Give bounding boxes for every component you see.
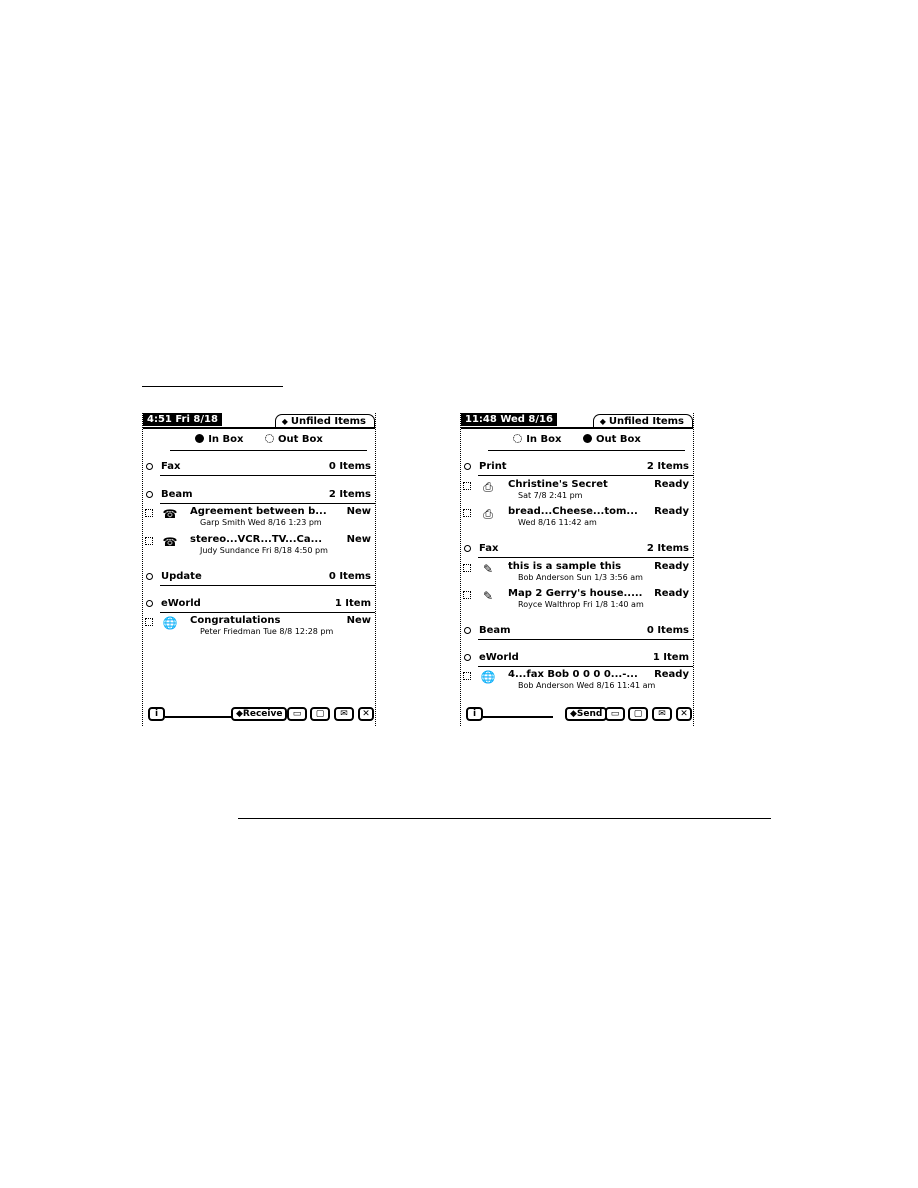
- section-rule: [478, 557, 693, 558]
- box-selector: [143, 432, 375, 450]
- in-box-label: In Box: [208, 434, 244, 445]
- divider: [170, 450, 367, 451]
- section-beam[interactable]: [461, 623, 693, 639]
- bar-line: [165, 716, 235, 718]
- folder-label: Unfiled Items: [608, 416, 684, 427]
- title-bar: [461, 413, 693, 427]
- close-button[interactable]: ✕: [676, 707, 692, 721]
- list-item[interactable]: [461, 479, 693, 505]
- mail-button[interactable]: ✉: [652, 707, 672, 721]
- item-status: Ready: [654, 588, 689, 599]
- item-checkbox[interactable]: [463, 509, 471, 517]
- section-count: 2 Items: [328, 489, 371, 500]
- item-subtitle: Bob Anderson Wed 8/16 11:41 am: [518, 681, 656, 690]
- section-name: Update: [161, 571, 202, 582]
- section-rule: [478, 639, 693, 640]
- section-bullet-icon: [464, 654, 471, 661]
- section-count: 1 Item: [652, 652, 689, 663]
- list-item[interactable]: [143, 615, 375, 641]
- item-checkbox[interactable]: [145, 509, 153, 517]
- section-bullet-icon: [464, 627, 471, 634]
- fax-icon: ✎: [482, 589, 494, 603]
- section-eworld[interactable]: [461, 650, 693, 666]
- section-name: Fax: [161, 461, 181, 472]
- section-beam[interactable]: [143, 487, 375, 503]
- box-selector: [461, 432, 693, 450]
- printer-icon: ⎙: [483, 507, 493, 521]
- clock[interactable]: 11:48 Wed 8/16: [461, 413, 557, 426]
- tag-button[interactable]: ▭: [605, 707, 625, 721]
- item-status: Ready: [654, 561, 689, 572]
- item-checkbox[interactable]: [145, 618, 153, 626]
- section-name: Print: [479, 461, 507, 472]
- diamond-icon: ◆: [281, 417, 288, 426]
- item-subtitle: Royce Walthrop Fri 1/8 1:40 am: [518, 600, 644, 609]
- section-bullet-icon: [464, 463, 471, 470]
- send-button[interactable]: [565, 707, 607, 721]
- item-checkbox[interactable]: [463, 591, 471, 599]
- item-checkbox[interactable]: [463, 672, 471, 680]
- item-status: Ready: [654, 669, 689, 680]
- beam-icon: ☎: [162, 535, 178, 549]
- section-rule: [160, 585, 375, 586]
- diamond-icon: ◆: [599, 417, 606, 426]
- item-checkbox[interactable]: [463, 564, 471, 572]
- item-status: New: [346, 615, 371, 626]
- in-box-radio[interactable]: [513, 434, 561, 445]
- item-title: stereo...VCR...TV...Ca...: [190, 534, 323, 545]
- section-update[interactable]: [143, 569, 375, 585]
- title-bar: [143, 413, 375, 427]
- item-status: New: [346, 534, 371, 545]
- out-box-screen: [460, 413, 694, 726]
- diamond-icon: ◆: [570, 709, 577, 719]
- item-subtitle: Garp Smith Wed 8/16 1:23 pm: [200, 518, 322, 527]
- section-name: eWorld: [479, 652, 519, 663]
- section-rule: [160, 475, 375, 476]
- diamond-icon: ◆: [236, 709, 243, 719]
- mail-button[interactable]: ✉: [334, 707, 354, 721]
- out-box-radio[interactable]: [583, 434, 641, 445]
- receive-label: Receive: [242, 709, 283, 719]
- list-item[interactable]: [461, 561, 693, 587]
- section-count: 2 Items: [646, 543, 689, 554]
- section-bullet-icon: [146, 573, 153, 580]
- item-status: Ready: [654, 506, 689, 517]
- section-count: 2 Items: [646, 461, 689, 472]
- close-button[interactable]: ✕: [358, 707, 374, 721]
- in-box-label: In Box: [526, 434, 562, 445]
- section-count: 0 Items: [328, 571, 371, 582]
- out-box-label: Out Box: [595, 434, 641, 445]
- section-count: 0 Items: [646, 625, 689, 636]
- section-rule: [160, 503, 375, 504]
- item-checkbox[interactable]: [145, 537, 153, 545]
- section-count: 0 Items: [328, 461, 371, 472]
- button-bar: [143, 704, 375, 726]
- tab-line: [461, 427, 693, 429]
- list-item[interactable]: [143, 534, 375, 560]
- in-box-screen: [142, 413, 376, 726]
- printer-icon: ⎙: [483, 480, 493, 494]
- radio-unselected-icon: [513, 434, 522, 443]
- item-title: Map 2 Gerry's house.....: [508, 588, 643, 599]
- list-item[interactable]: [143, 506, 375, 532]
- item-checkbox[interactable]: [463, 482, 471, 490]
- info-button[interactable]: i: [466, 707, 483, 721]
- section-name: Fax: [479, 543, 499, 554]
- tab-line: [143, 427, 375, 429]
- item-subtitle: Sat 7/8 2:41 pm: [518, 491, 583, 500]
- folder-label: Unfiled Items: [290, 416, 366, 427]
- bottom-rule: [238, 818, 771, 819]
- item-status: New: [346, 506, 371, 517]
- out-box-label: Out Box: [277, 434, 323, 445]
- list-item[interactable]: [461, 506, 693, 532]
- item-title: this is a sample this: [508, 561, 622, 572]
- item-title: bread...Cheese...tom...: [508, 506, 638, 517]
- send-label: Send: [576, 709, 603, 719]
- item-title: Christine's Secret: [508, 479, 608, 490]
- eworld-icon: 🌐: [162, 616, 178, 630]
- info-button[interactable]: i: [148, 707, 165, 721]
- receive-button[interactable]: [231, 707, 287, 721]
- section-rule: [478, 475, 693, 476]
- section-print[interactable]: [461, 459, 693, 475]
- section-bullet-icon: [146, 463, 153, 470]
- eworld-icon: 🌐: [480, 670, 496, 684]
- section-fax[interactable]: [143, 459, 375, 475]
- radio-selected-icon: [195, 434, 204, 443]
- bar-line: [483, 716, 553, 718]
- section-count: 1 Item: [334, 598, 371, 609]
- list-item[interactable]: [461, 588, 693, 614]
- section-bullet-icon: [146, 600, 153, 607]
- folder-button[interactable]: ▢: [628, 707, 648, 721]
- section-name: Beam: [479, 625, 511, 636]
- section-rule: [478, 666, 693, 667]
- radio-unselected-icon: [265, 434, 274, 443]
- radio-selected-icon: [583, 434, 592, 443]
- item-title: Agreement between b...: [190, 506, 327, 517]
- section-rule: [160, 612, 375, 613]
- fax-icon: ✎: [482, 562, 494, 576]
- folder-tab[interactable]: [275, 414, 375, 428]
- clock[interactable]: 4:51 Fri 8/18: [143, 413, 222, 426]
- tag-button[interactable]: ▭: [287, 707, 307, 721]
- folder-button[interactable]: ▢: [310, 707, 330, 721]
- section-name: eWorld: [161, 598, 201, 609]
- item-subtitle: Bob Anderson Sun 1/3 3:56 am: [518, 573, 643, 582]
- divider: [488, 450, 685, 451]
- top-rule: [142, 386, 283, 387]
- out-box-radio[interactable]: [265, 434, 323, 445]
- in-box-radio[interactable]: [195, 434, 243, 445]
- item-status: Ready: [654, 479, 689, 490]
- section-bullet-icon: [146, 491, 153, 498]
- section-name: Beam: [161, 489, 193, 500]
- item-subtitle: Peter Friedman Tue 8/8 12:28 pm: [200, 627, 334, 636]
- beam-icon: ☎: [162, 507, 178, 521]
- section-fax[interactable]: [461, 541, 693, 557]
- button-bar: [461, 704, 693, 726]
- item-title: Congratulations: [190, 615, 281, 626]
- section-eworld[interactable]: [143, 596, 375, 612]
- item-subtitle: Wed 8/16 11:42 am: [518, 518, 597, 527]
- item-title: 4...fax Bob 0 0 0 0...-...: [508, 669, 638, 680]
- item-subtitle: Judy Sundance Fri 8/18 4:50 pm: [200, 546, 328, 555]
- list-item[interactable]: [461, 669, 693, 695]
- section-bullet-icon: [464, 545, 471, 552]
- folder-tab[interactable]: [593, 414, 693, 428]
